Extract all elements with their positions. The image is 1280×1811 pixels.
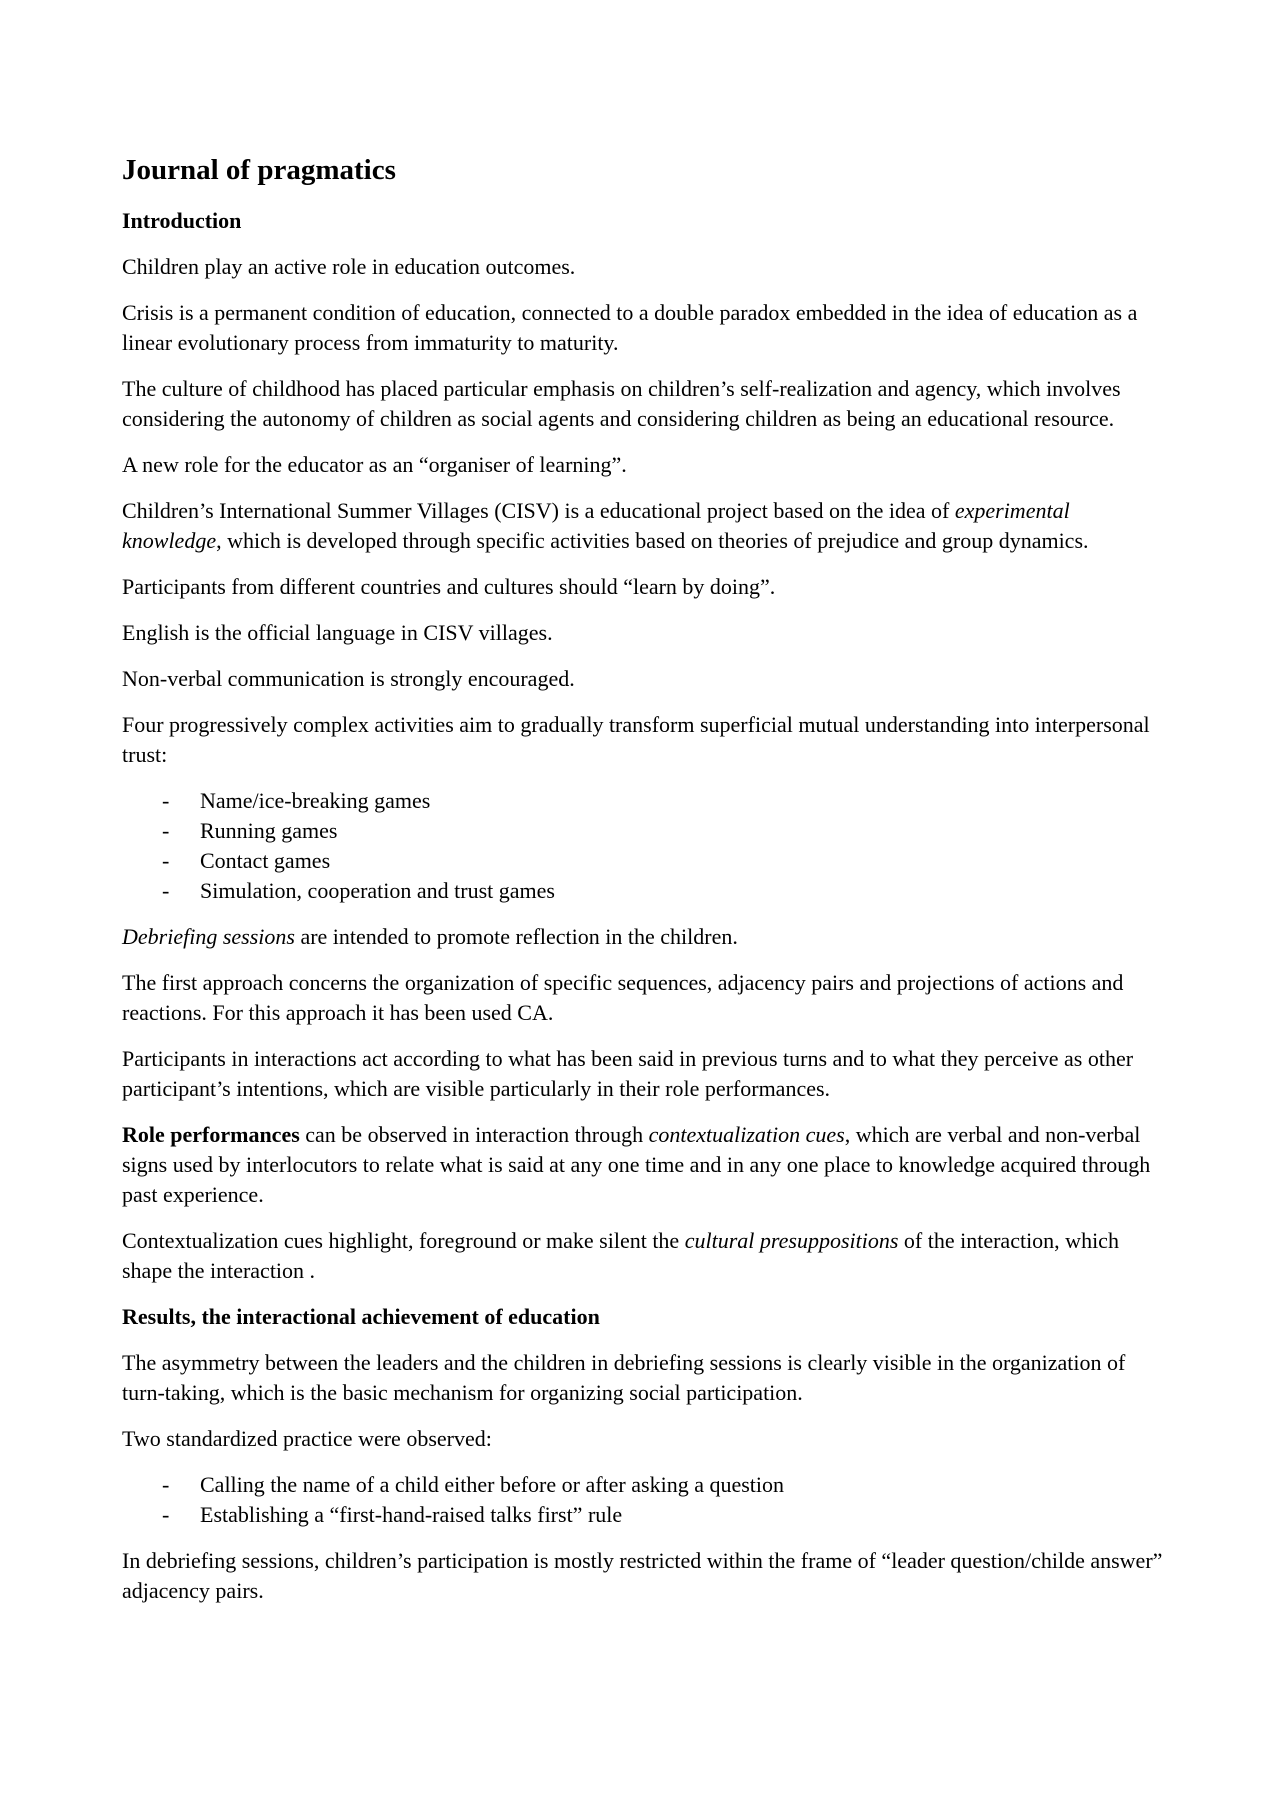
bold-text: Role performances [122, 1122, 300, 1147]
paragraph: Crisis is a permanent condition of education, connected to a double paradox embedded in the idea of education as a linear evolutionary process from immaturity to maturity. [122, 300, 1138, 355]
paragraph-role-performances [122, 1120, 1172, 1210]
paragraph: Participants in interactions act according to what has been said in previous turns and to what they perceive as other participant’s intentions, which are visible particularly in their role performances. [122, 1046, 1134, 1101]
dash-bullet: - [162, 1502, 170, 1527]
paragraph: A new role for the educator as an “organiser of learning”. [122, 452, 627, 477]
document-body [122, 152, 1172, 1622]
text-run: are intended to promote reflection in the children. [294, 924, 738, 949]
text-run: Contextualization cues highlight, foreground or make silent the [122, 1228, 685, 1253]
dash-bullet: - [162, 1472, 170, 1497]
paragraph: Non-verbal communication is strongly encouraged. [122, 666, 575, 691]
paragraph-cisv [122, 496, 1172, 556]
emphasis-text: cultural presuppositions [684, 1228, 899, 1253]
emphasis-text: Debriefing sessions [122, 924, 295, 949]
list-item [122, 1470, 1172, 1500]
emphasis-text: contextualization cues [648, 1122, 845, 1147]
text-run: can be observed in interaction through [299, 1122, 649, 1147]
document-title: Journal of pragmatics [122, 154, 396, 186]
text-run: Children’s International Summer Villages (CISV) is a educational project based on the idea of [122, 498, 955, 523]
section-heading-introduction: Introduction [122, 208, 242, 233]
text-run: of the interaction, which shape the interaction . [122, 1228, 1119, 1283]
list-item [122, 846, 1172, 876]
list-item-text: Contact games [200, 848, 331, 873]
dash-bullet: - [162, 848, 170, 873]
activities-list [122, 786, 1172, 906]
list-item-text: Name/ice-breaking games [200, 788, 431, 813]
dash-bullet: - [162, 818, 170, 843]
emphasis-text: experimental knowledge [122, 498, 1070, 553]
paragraph: Four progressively complex activities aim to gradually transform superficial mutual understanding into interpersonal trust: [122, 712, 1150, 767]
list-item-text: Simulation, cooperation and trust games [200, 878, 555, 903]
dash-bullet: - [162, 788, 170, 813]
practices-list [122, 1470, 1172, 1530]
list-item [122, 816, 1172, 846]
paragraph: In debriefing sessions, children’s participation is mostly restricted within the frame of “leader question/childe answer” adjacency pairs. [122, 1548, 1163, 1603]
paragraph: Two standardized practice were observed: [122, 1426, 492, 1451]
paragraph: The first approach concerns the organization of specific sequences, adjacency pairs and projections of actions and reactions. For this approach it has been used CA. [122, 970, 1124, 1025]
section-heading-results: Results, the interactional achievement of education [122, 1304, 600, 1329]
dash-bullet: - [162, 878, 170, 903]
paragraph-debriefing [122, 922, 1172, 952]
paragraph-contextualization [122, 1226, 1172, 1286]
list-item [122, 1500, 1172, 1530]
list-item-text: Calling the name of a child either before or after asking a question [200, 1472, 785, 1497]
paragraph: The asymmetry between the leaders and the children in debriefing sessions is clearly visible in the organization of turn-taking, which is the basic mechanism for organizing social participation. [122, 1350, 1126, 1405]
paragraph: Children play an active role in education outcomes. [122, 254, 576, 279]
paragraph: The culture of childhood has placed particular emphasis on children’s self-realization and agency, which involves considering the autonomy of children as social agents and considering children as being an educational resource. [122, 376, 1121, 431]
paragraph: Participants from different countries and cultures should “learn by doing”. [122, 574, 776, 599]
text-run: , which is developed through specific activities based on theories of prejudice and group dynamics. [216, 528, 1089, 553]
text-run: , which are verbal and non-verbal signs used by interlocutors to relate what is said at any one time and in any one place to knowledge acquired through past experience. [122, 1122, 1151, 1207]
list-item [122, 786, 1172, 816]
paragraph: English is the official language in CISV villages. [122, 620, 553, 645]
list-item-text: Running games [200, 818, 338, 843]
list-item [122, 876, 1172, 906]
list-item-text: Establishing a “first-hand-raised talks first” rule [200, 1502, 623, 1527]
